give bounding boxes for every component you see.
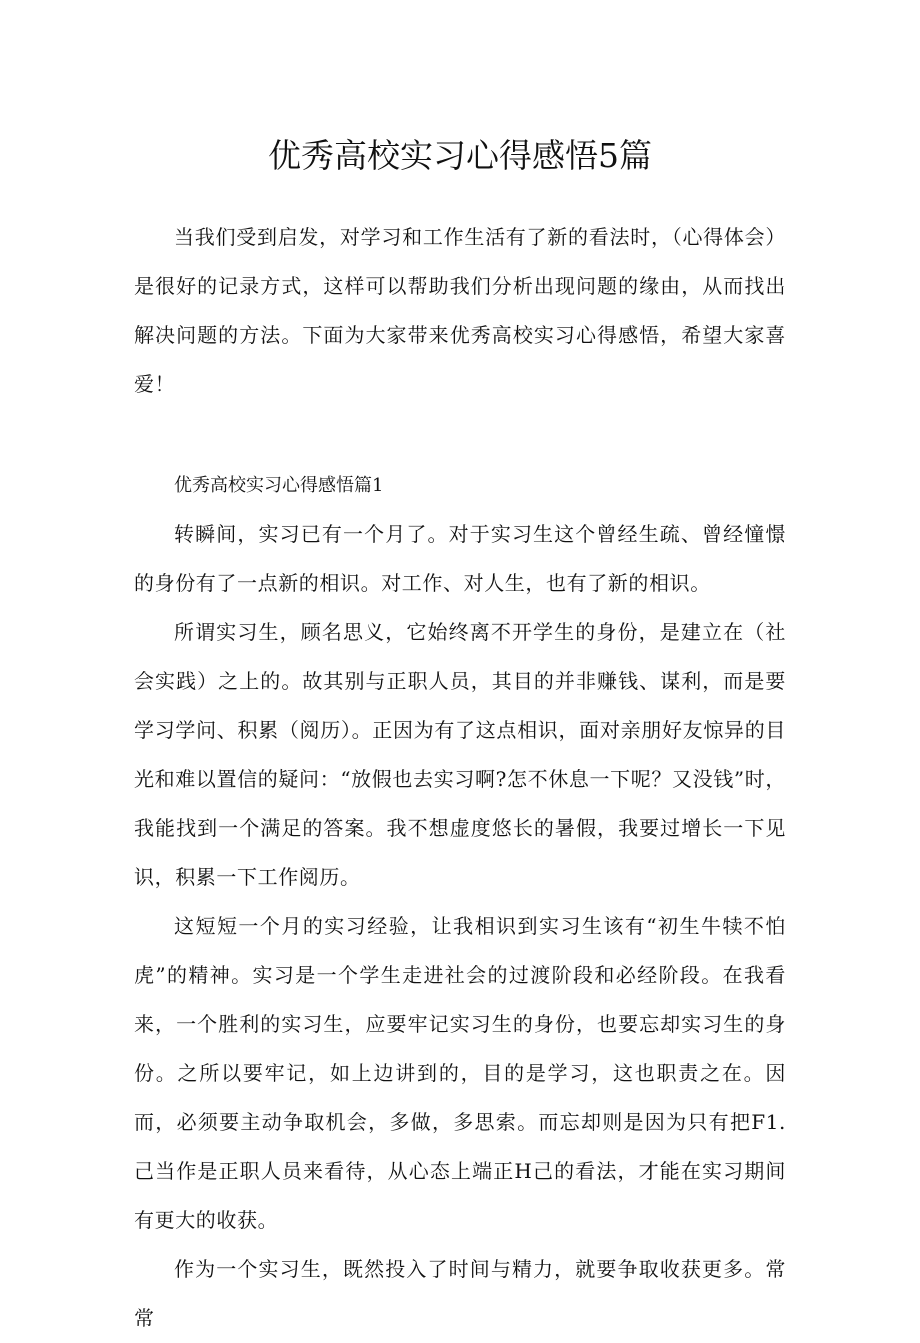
body-paragraph-4: 作为一个实习生，既然投入了时间与精力，就要争取收获更多。常常 [134, 1257, 786, 1330]
body-paragraph-3: 这短短一个月的实习经验，让我相识到实习生该有“初生牛犊不怕虎”的精神。实习是一个学生走进社会的过渡阶段和必经阶段。在我看来，一个胜利的实习生，应要牢记实习生的身份，也要忘却实习生的身份。之所以要牢记，如上边讲到的，目的是学习，这也职责之在。因而，必须要主动争取机会，多做，多思索。而忘却则是因为只有把F1.己当作是正职人员来看待，从心态上端正H己的看法，才能在实习期间有更大的收获。 [134, 914, 786, 1232]
intro-paragraph: 当我们受到启发，对学习和工作生活有了新的看法时，（心得体会）是很好的记录方式，这样可以帮助我们分析出现问题的缘由，从而找出解决问题的方法。下面为大家带来优秀高校实习心得感悟，希望大家喜爱！ [134, 225, 786, 396]
body-paragraph-1: 转瞬间，实习已有一个月了。对于实习生这个曾经生疏、曾经憧憬的身份有了一点新的相识。对工作、对人生，也有了新的相识。 [134, 522, 786, 595]
section-heading: 优秀高校实习心得感悟篇1 [174, 475, 384, 496]
document-body [134, 213, 786, 1343]
body-paragraph-2: 所谓实习生，顾名思义，它始终离不开学生的身份，是建立在（社会实践）之上的。故其别与正职人员，其目的并非赚钱、谋利，而是要学习学问、积累（阅历）。正因为有了这点相识，面对亲朋好友惊异的目光和难以置信的疑问：“放假也去实习啊?怎不休息一下呢？又没钱”时，我能找到一个满足的答案。我不想虚度悠长的暑假，我要过增长一下见识，积累一下工作阅历。 [134, 620, 786, 889]
document-title: 优秀高校实习心得感悟5篇 [268, 136, 652, 175]
